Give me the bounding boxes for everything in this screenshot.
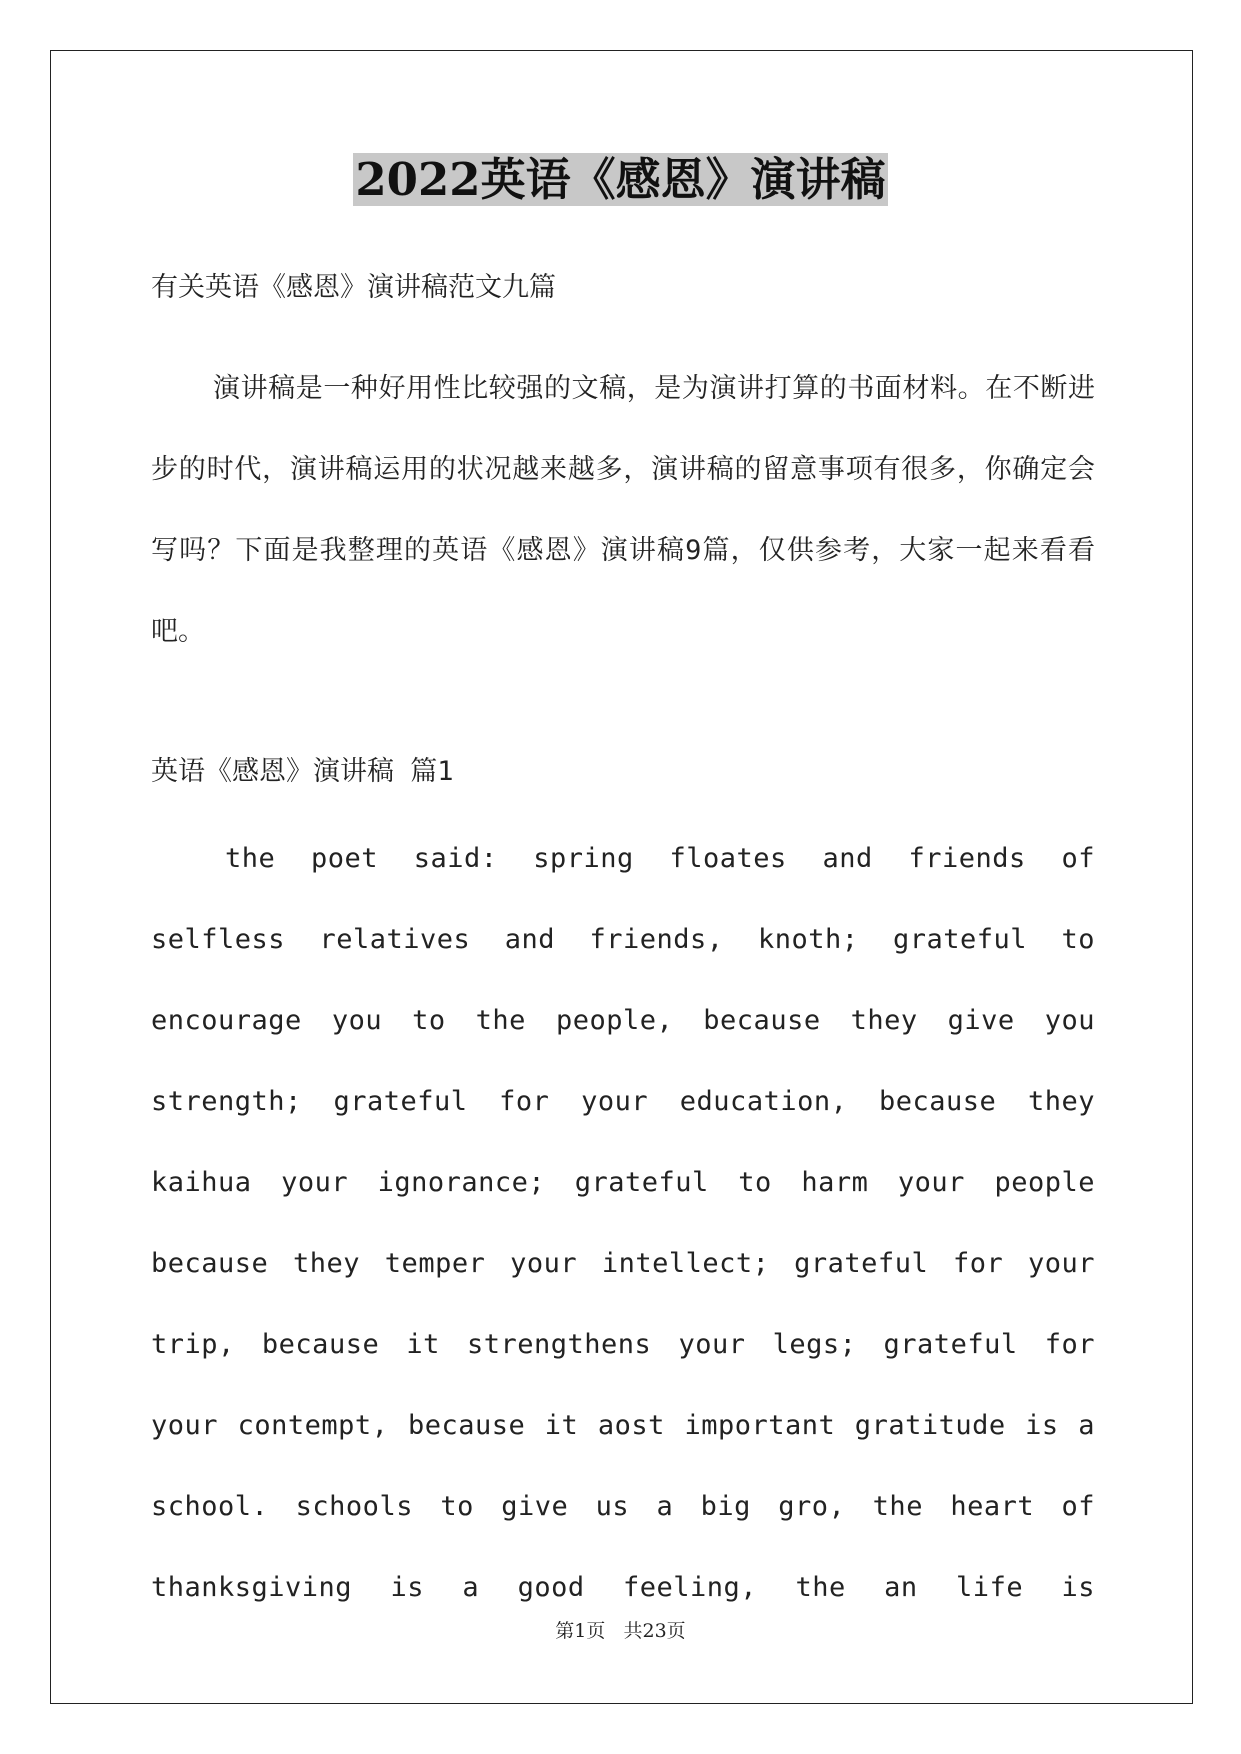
document-subtitle: 有关英语《感恩》演讲稿范文九篇: [151, 272, 556, 303]
document-title-text: 2022英语《感恩》演讲稿: [355, 153, 886, 206]
section-heading: 英语《感恩》演讲稿 篇1: [151, 756, 454, 787]
page-footer: 第1页 共23页: [555, 1620, 686, 1642]
intro-paragraph: 演讲稿是一种好用性比较强的文稿，是为演讲打算的书面材料。在不断进步的时代，演讲稿运用的状况越来越多，演讲稿的留意事项有很多，你确定会写吗？下面是我整理的英语《感恩》演讲稿9篇，仅供参考，大家一起来看看吧。: [151, 373, 1095, 647]
document-title: [0, 148, 1241, 212]
english-paragraph: the poet said: spring floates and friends of selfless relatives and friends, knoth; grateful to encourage you to the people, because they give you strength; grateful for your education, because they kaihua your ignorance; grateful to harm your people because they temper your intellect; grateful for your trip, because it strengthens your legs; grateful for your contempt, because it aost important gratitude is a school. schools to give us a big gro, the heart of thanksgiving is a good feeling, the an life is: [151, 843, 1095, 1603]
